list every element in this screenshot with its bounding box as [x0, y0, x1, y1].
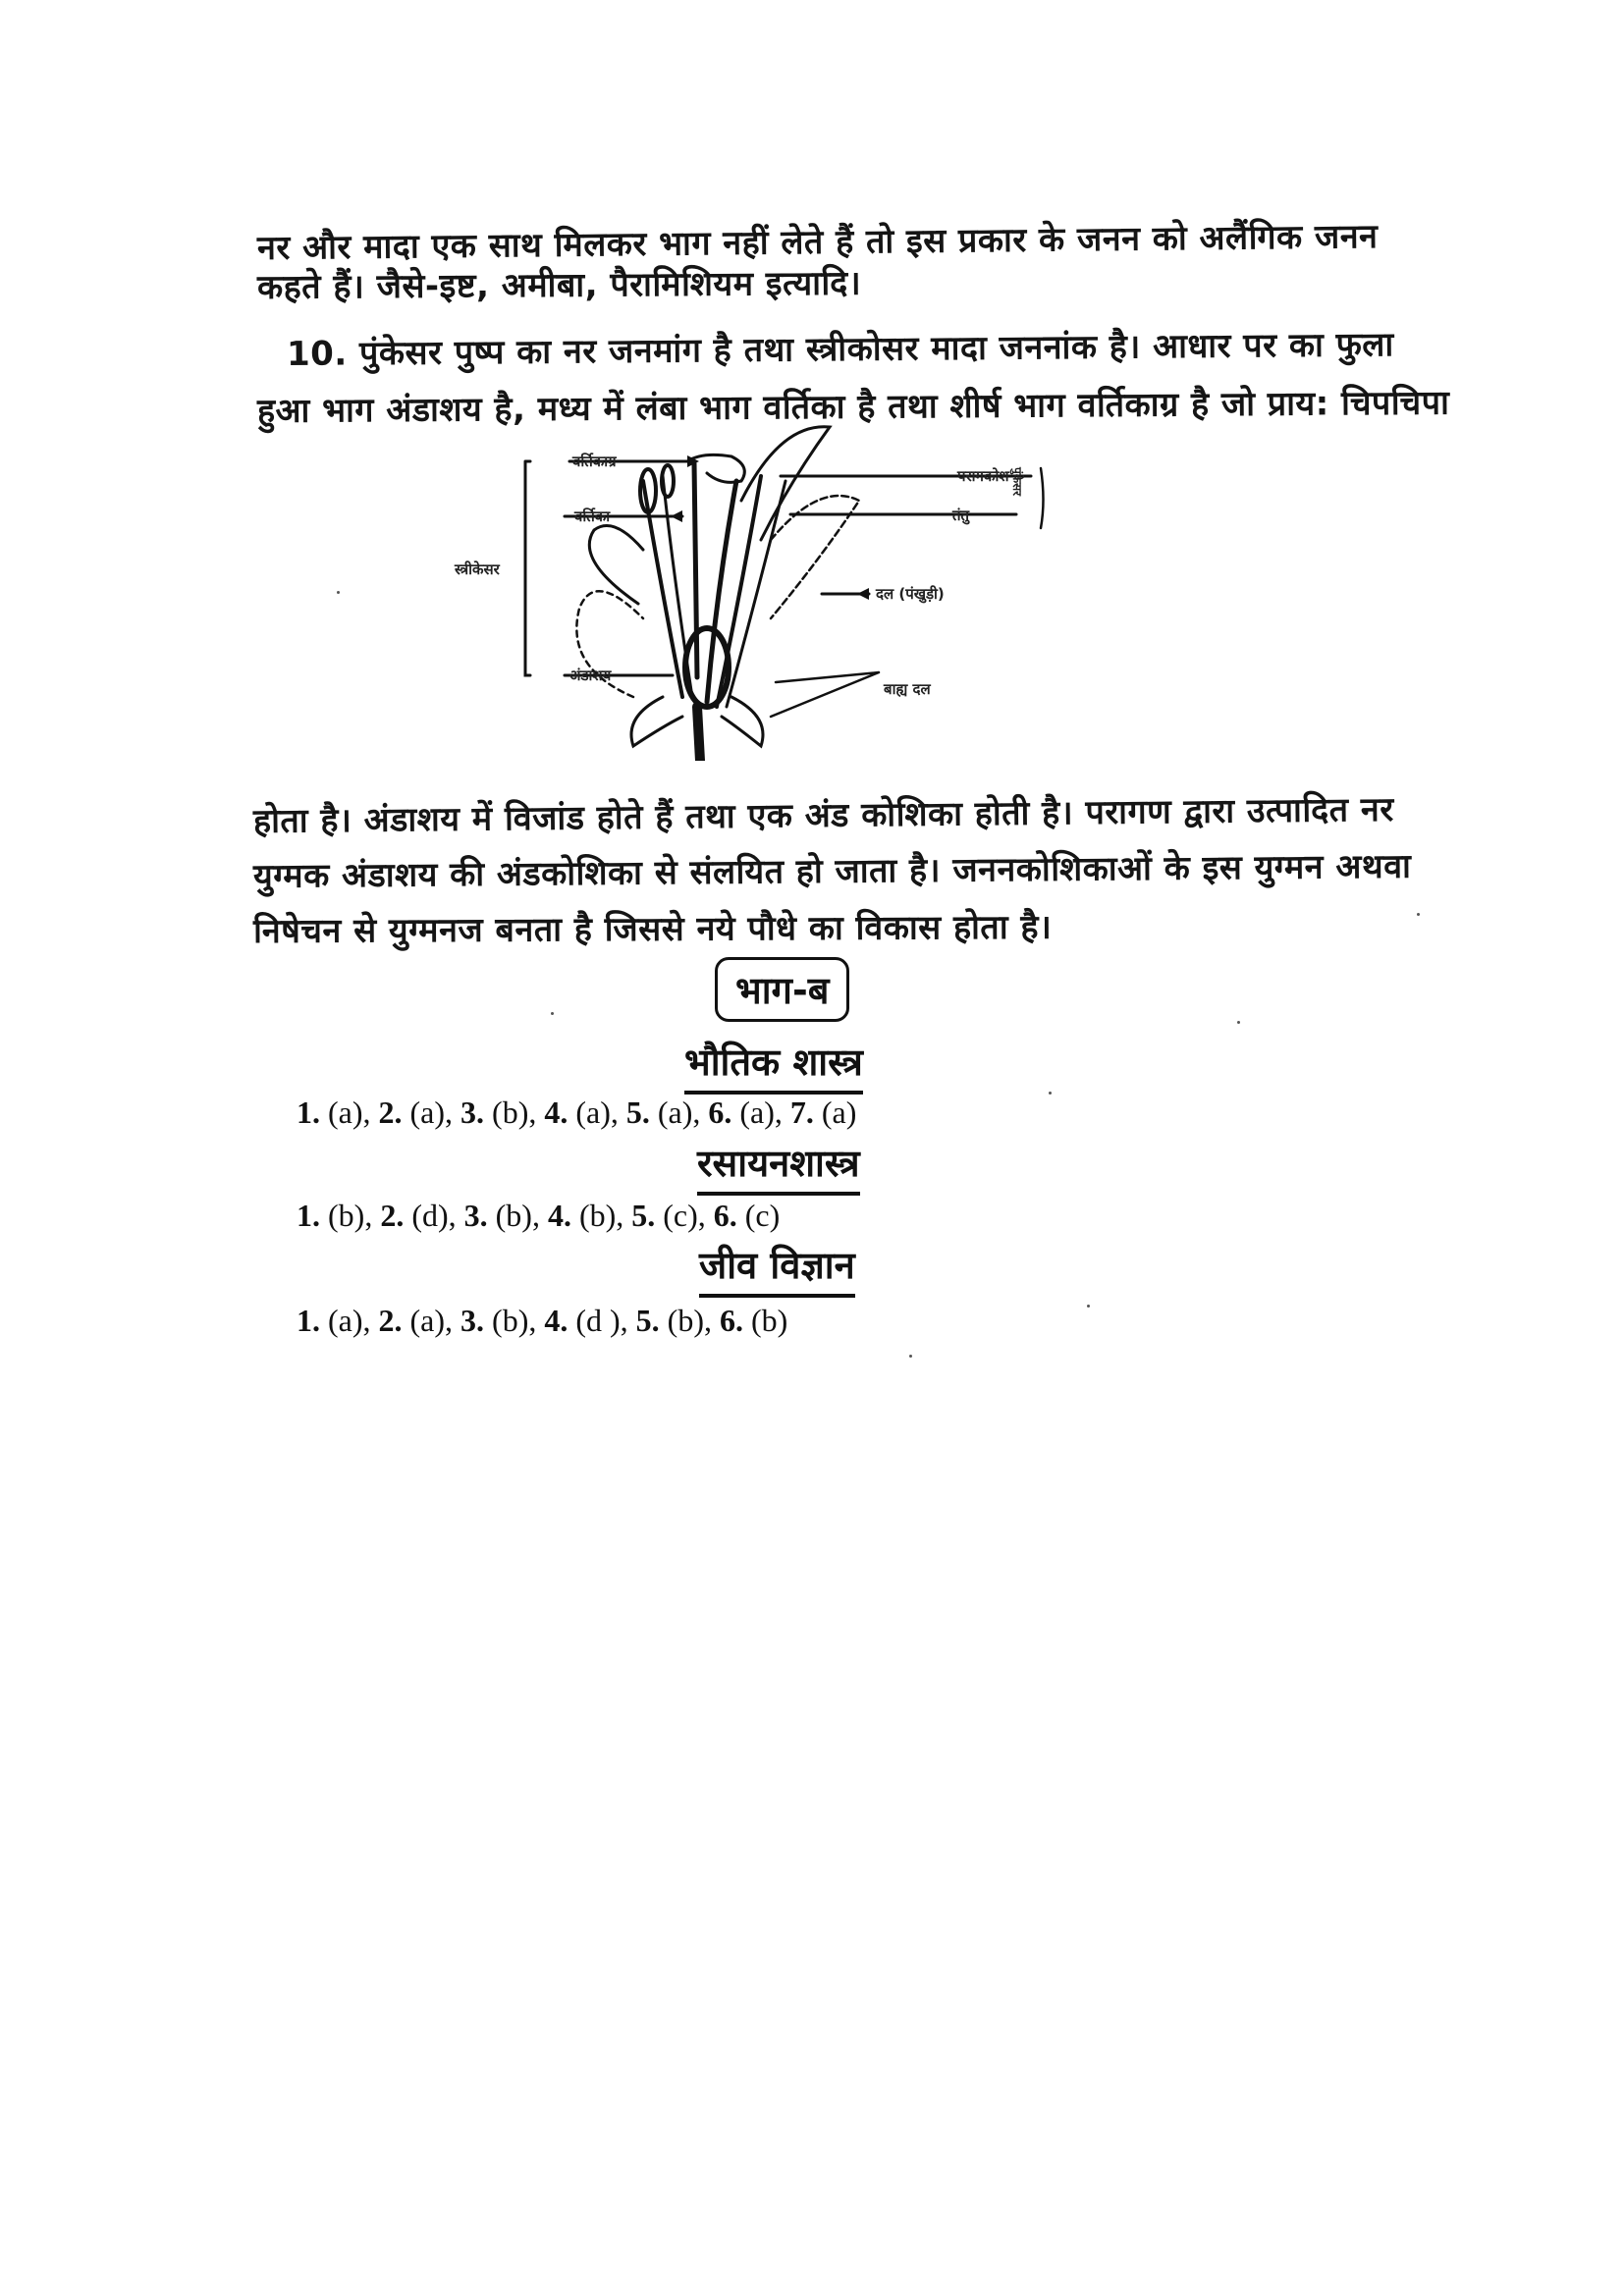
label-sepal: बाह्य दल — [884, 680, 931, 698]
flower-diagram — [447, 422, 1056, 761]
text-line: 10. पुंकेसर पुष्प का नर जनमांग है तथा स्त्रीकोसर मादा जननांक है। आधार पर का फुला — [286, 325, 1394, 374]
answers-physics: 1. (a), 2. (a), 3. (b), 4. (a), 5. (a), 6. (a), 7. (a) — [297, 1095, 857, 1130]
scan-speck — [909, 1355, 912, 1358]
label-filament: तंतु — [952, 507, 970, 524]
scan-speck — [1417, 913, 1420, 916]
scan-speck — [1049, 1092, 1052, 1095]
scan-speck — [1237, 1021, 1240, 1024]
text-line: होता है। अंडाशय में विजांड होते हैं तथा एक अंड कोशिका होती है। परागण द्वारा उत्पादित नर — [252, 789, 1394, 841]
subject-heading-chemistry: रसायनशास्त्र — [697, 1137, 860, 1196]
label-stigma: वर्तिकाग्र — [572, 453, 617, 470]
label-anther: परागकोश — [957, 467, 1009, 485]
scan-speck — [1087, 1305, 1090, 1308]
text-line: हुआ भाग अंडाशय है, मध्य में लंबा भाग वर्तिका है तथा शीर्ष भाग वर्तिकाग्र है जो प्राय: चिपचिपा — [256, 383, 1450, 431]
section-title-box: भाग-ब — [715, 957, 849, 1022]
scan-speck — [337, 591, 340, 594]
label-pistil: स्त्रीकेसर — [455, 561, 500, 578]
scan-speck — [551, 1012, 554, 1015]
label-stamen: पुंकेसर — [1010, 467, 1024, 497]
text-line: युग्मक अंडाशय की अंडकोशिका से संलयित हो जाता है। जननकोशिकाओं के इस युग्मन अथवा — [252, 846, 1412, 896]
answers-biology: 1. (a), 2. (a), 3. (b), 4. (d ), 5. (b), 6. (b) — [297, 1303, 788, 1338]
text-line: कहते हैं। जैसे-इष्ट, अमीबा, पैरामिशियम इत्यादि। — [256, 263, 862, 307]
label-petal: दल (पंखुड़ी) — [876, 585, 945, 603]
label-ovary: अंडाशय — [569, 667, 612, 684]
subject-heading-physics: भौतिक शास्त्र — [684, 1036, 863, 1095]
answers-chemistry: 1. (b), 2. (d), 3. (b), 4. (b), 5. (c), 6. (c) — [297, 1198, 781, 1233]
text-line: नर और मादा एक साथ मिलकर भाग नहीं लेते हैं तो इस प्रकार के जनन को अलैंगिक जनन — [256, 217, 1379, 268]
label-style: वर्तिका — [574, 507, 611, 525]
text-line: निषेचन से युग्मनज बनता है जिससे नये पौधे का विकास होता है। — [252, 907, 1053, 951]
subject-heading-biology: जीव विज्ञान — [699, 1239, 855, 1298]
